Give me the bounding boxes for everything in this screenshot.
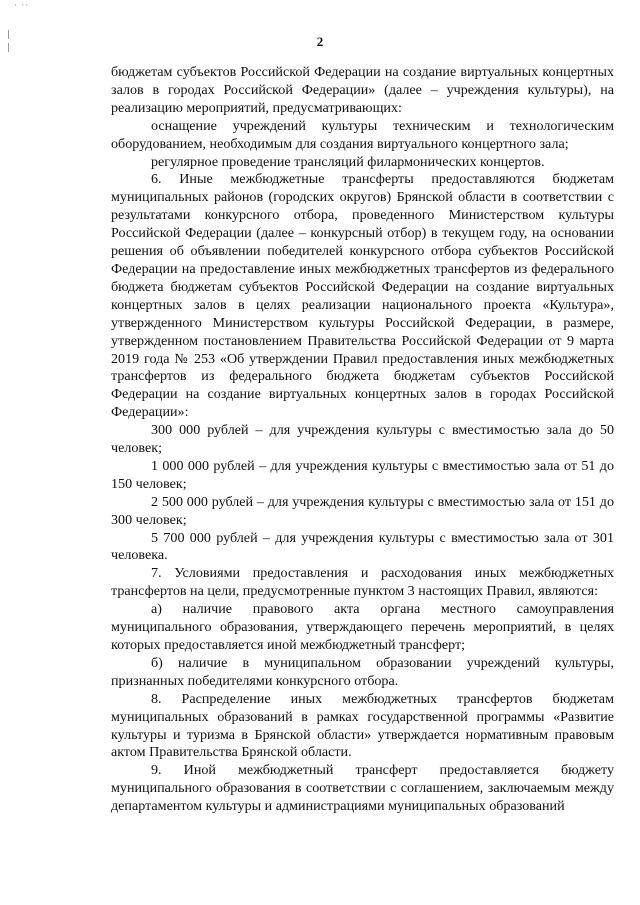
paragraph-amount-1000000: 1 000 000 рублей – для учреждения культуры с вместимостью зала от 51 до 150 человек;: [111, 457, 614, 492]
paragraph-clause-7a: а) наличие правового акта органа местного самоуправления муниципального образования, утверждающего перечень мероприятий, в целях которых предоставляется иной межбюджетный трансферт;: [111, 601, 614, 653]
scan-corner-mark: · ··: [14, 0, 30, 10]
paragraph-continuation: бюджетам субъектов Российской Федерации на создание виртуальных концертных залов в городах Российской Федерации» (далее – учреждения культуры), на реализацию мероприятий, предусматривающих:: [111, 64, 614, 116]
paragraph-clause-9: 9. Иной межбюджетный трансферт предоставляется бюджету муниципального образования в соответствии с соглашением, заключаемым между департаментом культуры и администрациями муниципальных образований: [111, 762, 614, 815]
paragraph-equipment: оснащение учреждений культуры техническим и технологическим оборудованием, необходимым для создания виртуального концертного зала;: [111, 117, 614, 152]
paragraph-clause-8: 8. Распределение иных межбюджетных трансфертов бюджетам муниципальных образований в рамках государственной программы «Развитие культуры и туризма в Брянской области» утверждается нормативным правовым актом Правительства Брянской области.: [111, 690, 614, 761]
page-number: 2: [316, 34, 324, 49]
paragraph-clause-6: 6. Иные межбюджетные трансферты предоставляются бюджетам муниципальных районов (городских округов) Брянской области в соответствии с результатами конкурсного отбора, проведенного Министерством культуры Российской Федерации (далее – конкурсный отбор) в текущем году, на основании решения об объявлении победителей конкурсного отбора субъектов Российской Федерации на предоставление иных межбюджетных трансфертов из федерального бюджета бюджетам субъектов Российской Федерации на создание виртуальных концертных залов в целях реализации национального проекта «Культура», утвержденного Министерством культуры Российской Федерации, в размере, утвержденном постановлением Правительства Российской Федерации от 9 марта 2019 года № 253 «Об утверждении Правил предоставления иных межбюджетных трансфертов из федерального бюджета бюджетам субъектов Российской Федерации на создание виртуальных концертных залов в городах Российской Федерации»:: [111, 171, 614, 421]
paragraph-broadcasts: регулярное проведение трансляций филармонических концертов.: [151, 153, 545, 170]
paragraph-amount-5700000: 5 700 000 рублей – для учреждения культуры с вместимостью зала от 301 человека.: [111, 529, 614, 564]
paragraph-clause-7: 7. Условиями предоставления и расходования иных межбюджетных трансфертов на цели, предусмотренные пунктом 3 настоящих Правил, являются:: [111, 565, 614, 600]
paragraph-amount-300000: 300 000 рублей – для учреждения культуры с вместимостью зала до 50 человек;: [111, 422, 614, 457]
document-body: [111, 64, 614, 816]
paragraph-clause-7b: б) наличие в муниципальном образовании учреждений культуры, признанных победителями конкурсного отбора.: [111, 654, 614, 689]
paragraph-amount-2500000: 2 500 000 рублей – для учреждения культуры с вместимостью зала от 151 до 300 человек;: [111, 493, 614, 528]
